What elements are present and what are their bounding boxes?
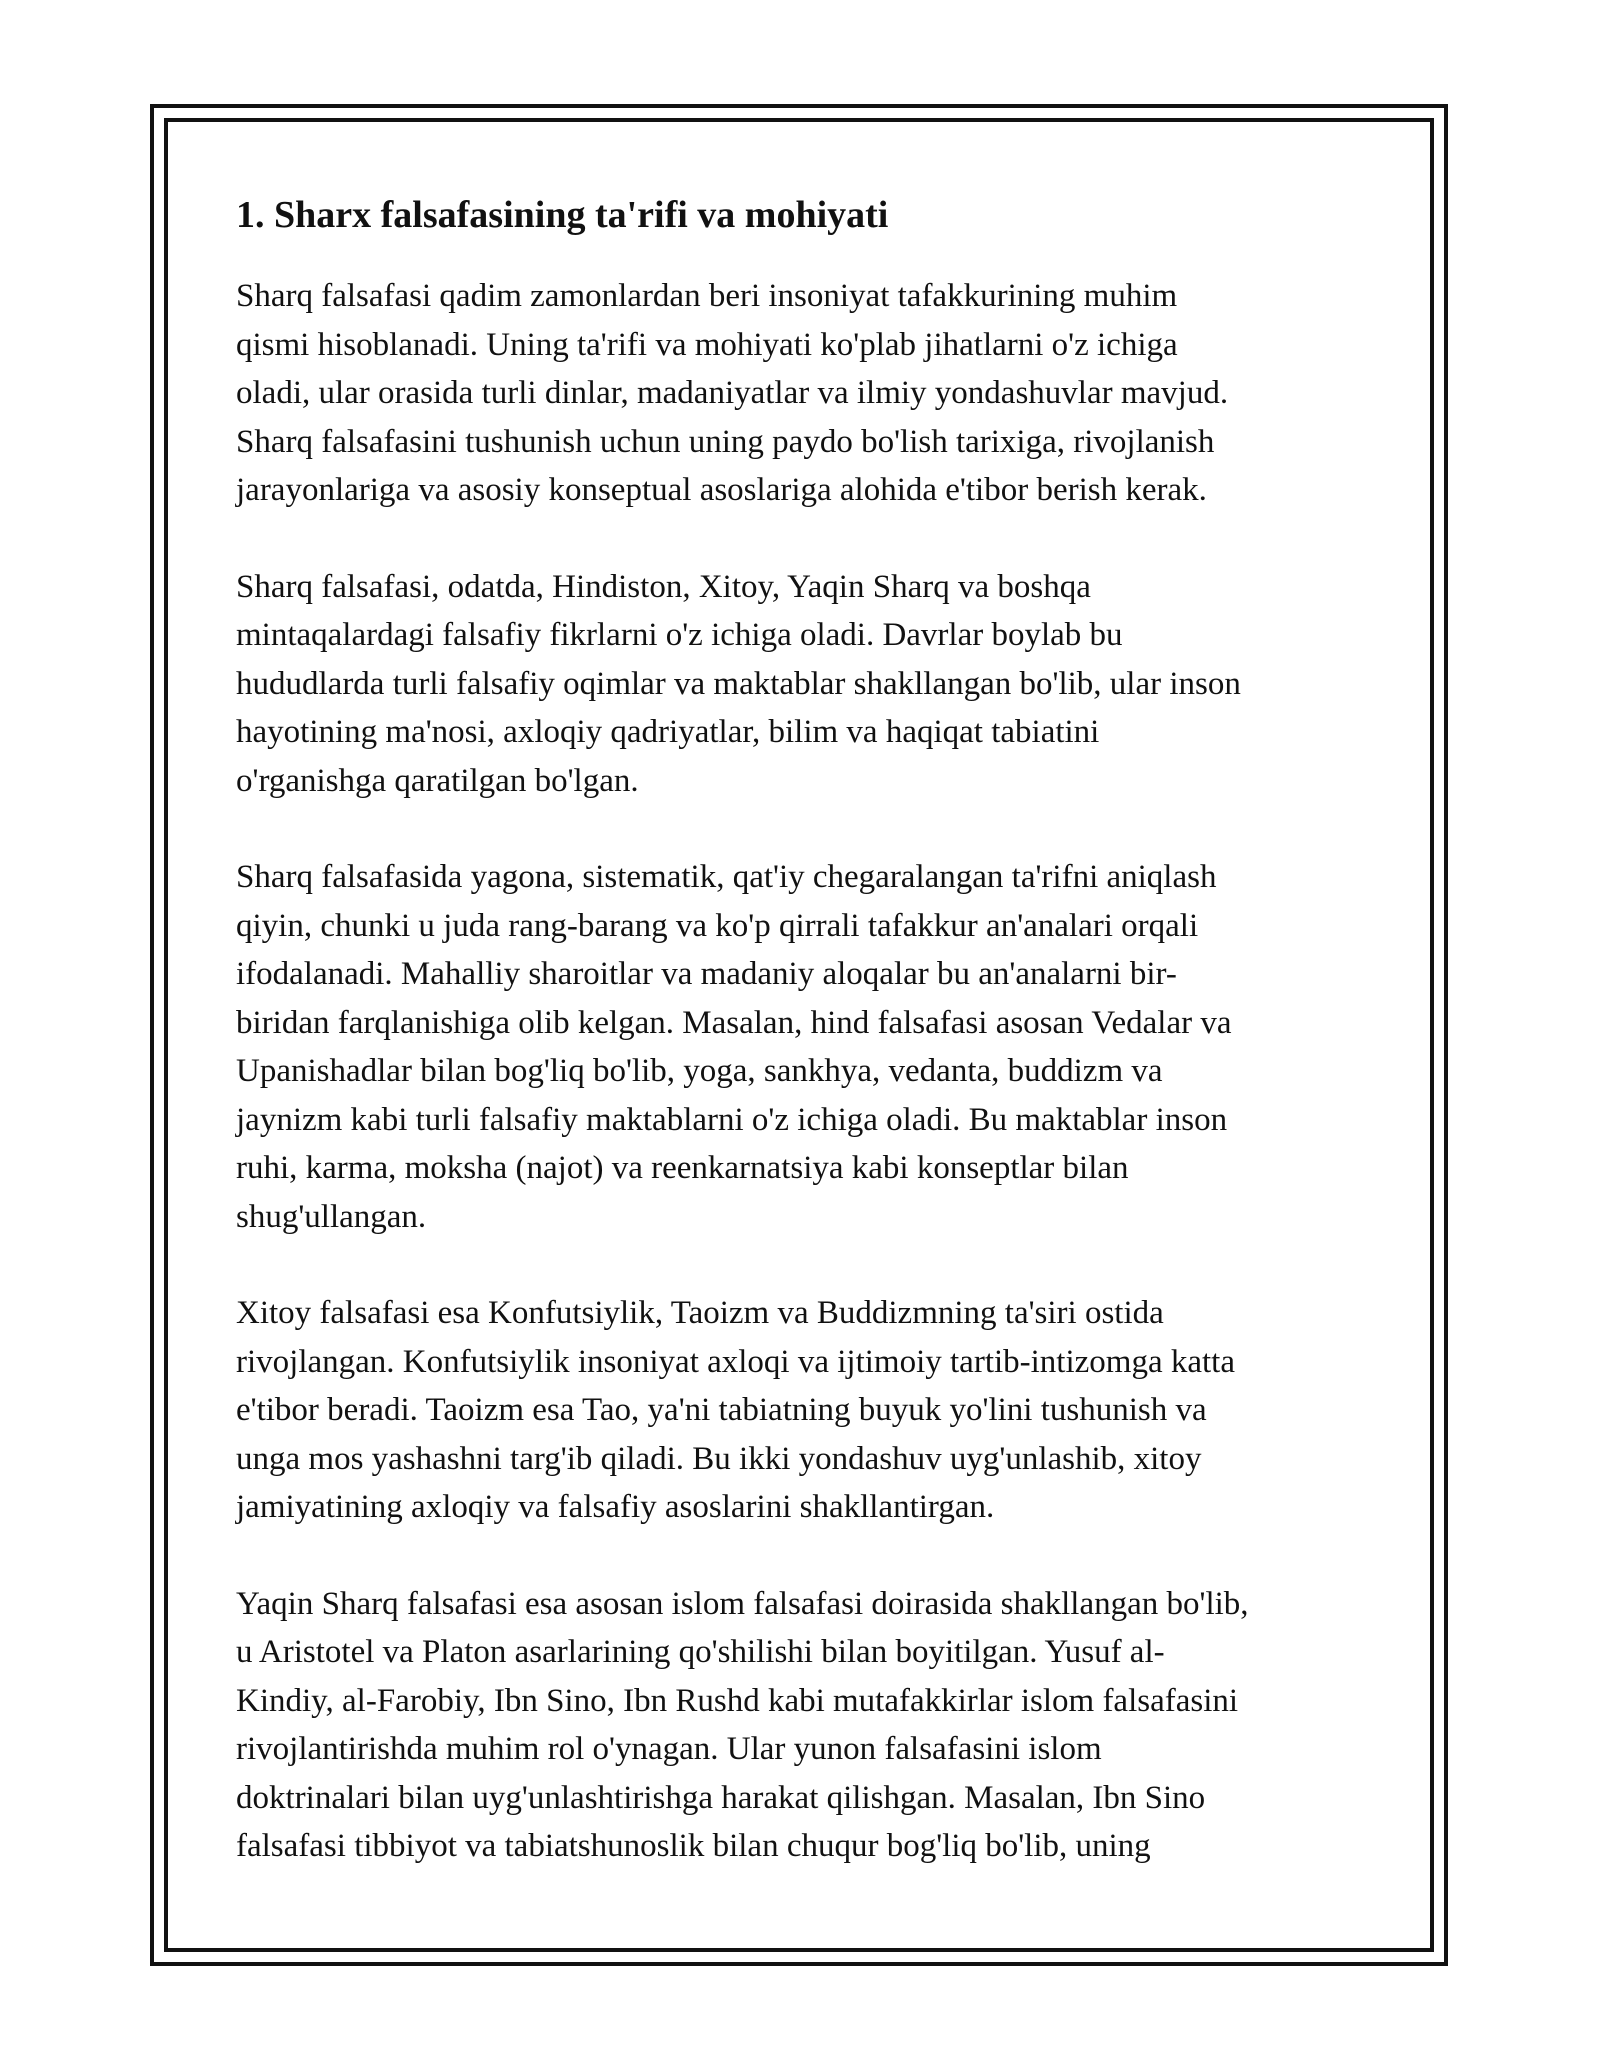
paragraph-2: Sharq falsafasi, odatda, Hindiston, Xitoy, Yaqin Sharq va boshqa mintaqalardagi falsafiy fikrlarni o'z ichiga oladi. Davrlar boylab bu hududlarda turli falsafiy oqimlar va maktablar shakllangan bo'lib, ular inson hayotining ma'nosi, axloqiy qadriyatlar, bilim va haqiqat tabiatini o'rganishga qaratilgan bo'lgan. — [236, 568, 1241, 799]
section-heading: 1. Sharx falsafasining ta'rifi va mohiyati — [236, 194, 889, 236]
paragraph-5: Yaqin Sharq falsafasi esa asosan islom falsafasi doirasida shakllangan bo'lib, u Aristotel va Platon asarlarining qo'shilishi bilan boyitilgan. Yusuf al- Kindiy, al-Farobiy, Ibn Sino, Ibn Rushd kabi mutafakkirlar islom falsafasini rivojlantirishda muhim rol o'ynagan. Ular yunon falsafasini islom doktrinalari bilan uyg'unlashtirishga harakat qilishgan. Masalan, Ibn Sino falsafasi tibbiyot va tabiatshunoslik bilan chuqur bog'liq bo'lib, uning — [236, 1585, 1249, 1864]
paragraph-3: Sharq falsafasida yagona, sistematik, qat'iy chegaralangan ta'rifni aniqlash qiyin, chunki u juda rang-barang va ko'p qirrali tafakkur an'analari orqali ifodalanadi. Mahalliy sharoitlar va madaniy aloqalar bu an'analarni bir- biridan farqlanishiga olib kelgan. Masalan, hind falsafasi asosan Vedalar va Upanishadlar bilan bog'liq bo'lib, yoga, sankhya, vedanta, buddizm va jaynizm kabi turli falsafiy maktablarni o'z ichiga oladi. Bu maktablar inson ruhi, karma, moksha (najot) va reenkarnatsiya kabi konseptlar bilan shug'ullangan. — [236, 859, 1232, 1235]
document-body — [236, 186, 1376, 1919]
paragraph-1: Sharq falsafasi qadim zamonlardan beri insoniyat tafakkurining muhim qismi hisoblanadi. Uning ta'rifi va mohiyati ko'plab jihatlarni o'z ichiga oladi, ular orasida turli dinlar, madaniyatlar va ilmiy yondashuvlar mavjud. Sharq falsafasini tushunish uchun uning paydo bo'lish tarixiga, rivojlanish jarayonlariga va asosiy konseptual asoslariga alohida e'tibor berish kerak. — [236, 278, 1229, 508]
paragraph-4: Xitoy falsafasi esa Konfutsiylik, Taoizm va Buddizmning ta'siri ostida rivojlangan. Konfutsiylik insoniyat axloqi va ijtimoiy tartib-intizomga katta e'tibor beradi. Taoizm esa Tao, ya'ni tabiatning buyuk yo'lini tushunish va unga mos yashashni targ'ib qiladi. Bu ikki yondashuv uyg'unlashib, xitoy jamiyatining axloqiy va falsafiy asoslarini shakllantirgan. — [236, 1295, 1235, 1525]
